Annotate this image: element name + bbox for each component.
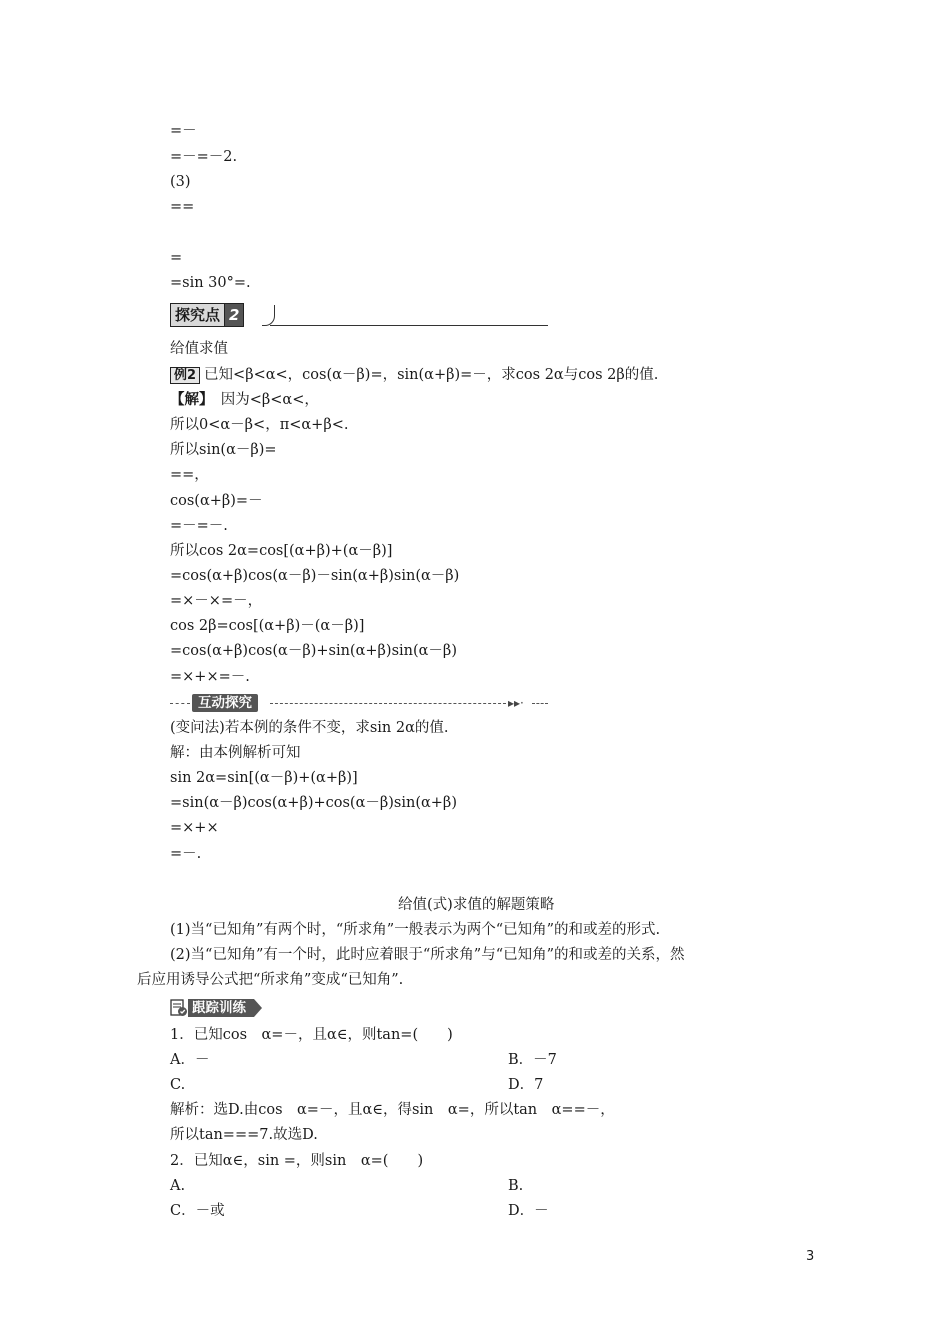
strategy-point: (1)当“已知角”有两个时，“所求角”一般表示为两个“已知角”的和或差的形式. [170, 922, 661, 938]
question-stem: 2．已知α∈，sin =，则sin α=( ) [170, 1153, 424, 1169]
example-text: 已知<β<α<，cos(α－β)=，sin(α+β)=－，求cos 2α与cos 2β的值. [204, 367, 659, 383]
topic-title: 给值求值 [170, 341, 228, 357]
option-d: D．7 [508, 1077, 544, 1093]
interactive-label: 互动探究 [192, 694, 258, 712]
variant-line: =×+× [170, 820, 219, 836]
formula-line: == [170, 199, 195, 215]
section-decoration [262, 305, 275, 326]
interactive-header [170, 694, 548, 712]
variant-line: =－. [170, 846, 202, 862]
solution-tag: 【解】 [170, 391, 207, 408]
section-underline [270, 325, 548, 326]
solution-line: ==， [170, 467, 209, 483]
solution-line: =×－×=－， [170, 593, 263, 609]
solution-line: =×+×=－. [170, 669, 250, 685]
option-c: C. [170, 1077, 186, 1093]
dash-end [532, 703, 548, 704]
solution-line [170, 390, 319, 410]
solution-line: cos 2β=cos[(α+β)－(α－β)] [170, 618, 365, 634]
solution-text: 因为<β<α<， [220, 392, 319, 408]
formula-line: =－ [170, 123, 197, 139]
solution-line: 所以sin(α－β)= [170, 442, 277, 458]
notebook-check-icon [170, 999, 188, 1017]
option-a: A．－ [170, 1052, 210, 1068]
section-label: 探究点 [170, 303, 224, 327]
formula-line: =sin 30°=. [170, 275, 251, 291]
solution-line: 所以cos 2α=cos[(α+β)+(α－β)] [170, 543, 393, 559]
training-label: 跟踪训练 [188, 999, 254, 1017]
example-problem [170, 365, 658, 385]
solution-line: 所以0<α－β<，π<α+β<. [170, 417, 349, 433]
option-a: A. [170, 1178, 186, 1194]
option-c: C．－或 [170, 1203, 225, 1219]
dash-right [270, 703, 506, 704]
dash-left [170, 703, 190, 704]
example-badge: 例2 [170, 367, 200, 384]
section-number: 2 [224, 303, 244, 327]
formula-line: = [170, 250, 183, 266]
solution-line: cos(α+β)=－ [170, 493, 263, 509]
arrow-icon: ▸▸· [508, 696, 524, 710]
analysis-line: 解析：选D.由cos α=－，且α∈，得sin α=，所以tan α==－， [170, 1102, 615, 1118]
variant-line: =sin(α－β)cos(α+β)+cos(α－β)sin(α+β) [170, 795, 457, 811]
solution-line: =cos(α+β)cos(α－β)－sin(α+β)sin(α－β) [170, 568, 460, 584]
strategy-point: (2)当“已知角”有一个时，此时应着眼于“所求角”与“已知角”的和或差的关系，然 [170, 947, 685, 963]
variant-line: 解：由本例解析可知 [170, 745, 301, 761]
section-badge [170, 303, 244, 327]
training-tail [254, 999, 262, 1017]
option-b: B. [508, 1178, 524, 1194]
question-stem: 1．已知cos α=－，且α∈，则tan=( ) [170, 1027, 453, 1043]
part-label: (3) [170, 174, 191, 190]
option-b: B．－7 [508, 1052, 557, 1068]
training-header [170, 998, 262, 1018]
page-number: 3 [806, 1249, 815, 1264]
variant-line: sin 2α=sin[(α－β)+(α+β)] [170, 770, 358, 786]
strategy-title: 给值(式)求值的解题策略 [398, 897, 555, 913]
variant-question: (变问法)若本例的条件不变，求sin 2α的值. [170, 720, 449, 736]
strategy-point-cont: 后应用诱导公式把“所求角”变成“已知角”. [137, 972, 404, 988]
formula-line: =－=－2. [170, 149, 238, 165]
solution-line: =cos(α+β)cos(α－β)+sin(α+β)sin(α－β) [170, 643, 457, 659]
solution-line: =－=－. [170, 518, 228, 534]
analysis-line: 所以tan===7.故选D. [170, 1127, 318, 1143]
option-d: D．－ [508, 1203, 549, 1219]
